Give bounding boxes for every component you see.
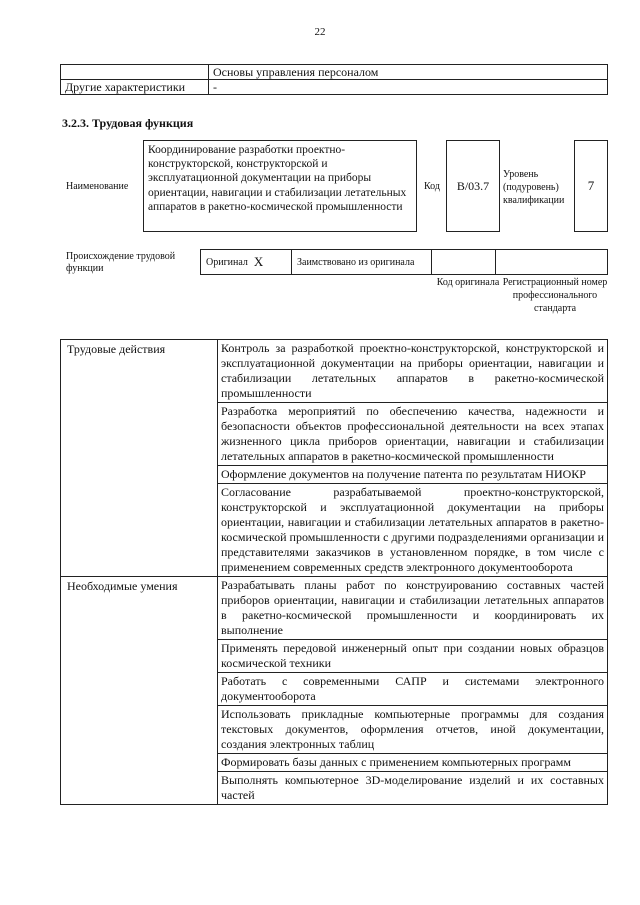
skill-item: Работать с современными САПР и системами электронного документооборота xyxy=(218,673,608,706)
original-cell xyxy=(200,249,292,275)
code-original-cell xyxy=(432,249,496,275)
function-code: B/03.7 xyxy=(446,140,500,232)
skills-label: Необходимые умения xyxy=(61,577,218,805)
skill-item: Выполнять компьютерное 3D-моделирование изделий и их составных частей xyxy=(218,772,608,805)
original-label: Оригинал xyxy=(206,256,248,268)
row1-value: Основы управления персоналом xyxy=(209,65,608,80)
skill-item: Использовать прикладные компьютерные программы для создания текстовых документов, оформления отчетов, иной документации, создания электронных таблиц xyxy=(218,706,608,754)
skill-item: Разрабатывать планы работ по конструированию составных частей приборов ориентации, навигации и стабилизации летательных аппаратов в ракетно-космической промышленности и координировать их выполнение xyxy=(218,577,608,640)
row2-value: - xyxy=(209,80,608,95)
main-table xyxy=(60,339,608,805)
table-row xyxy=(61,577,608,640)
table-row xyxy=(61,340,608,403)
labor-action-item: Разработка мероприятий по обеспечению качества, надежности и безопасности объектов профессиональной деятельности на всех этапах жизненного цикла приборов ориентации, навигации и стабилизации летательных аппаратов в ракетно-космической промышленности xyxy=(218,403,608,466)
row2-label: Другие характеристики xyxy=(61,80,209,95)
origin-label: Происхождение трудовой функции xyxy=(66,251,176,274)
top-table xyxy=(60,64,608,95)
name-label: Наименование xyxy=(66,181,129,192)
table-row xyxy=(61,80,608,95)
reg-number-caption: Регистрационный номер профессионального стандарта xyxy=(502,277,608,314)
section-title: 3.2.3. Трудовая функция xyxy=(62,116,194,130)
code-original-caption: Код оригинала xyxy=(436,277,500,288)
labor-actions-label: Трудовые действия xyxy=(61,340,218,577)
level-label: Уровень (подуровень) квалификации xyxy=(503,169,565,206)
labor-action-item: Согласование разрабатываемой проектно-конструкторской, конструкторской и эксплуатационной документации на приборы ориентации, навигации и стабилизации летательных аппаратов в ракетно-космической промышленности с другими подразделениями организации и представителями заказчиков в установленном порядке, в том числе с применением современных средств электронного документооборота xyxy=(218,484,608,577)
code-label: Код xyxy=(424,181,440,192)
function-name: Координирование разработки проектно-конструкторской, конструкторской и эксплуатационной документации на приборы ориентации, навигации и стабилизации летательных аппаратов в ракетно-космической промышленности xyxy=(143,140,417,232)
original-mark: X xyxy=(253,254,264,269)
page-number: 22 xyxy=(314,26,326,38)
skill-item: Формировать базы данных с применением компьютерных программ xyxy=(218,754,608,772)
labor-action-item: Контроль за разработкой проектно-конструкторской, конструкторской и эксплуатационной документации на приборы ориентации, навигации и стабилизации летательных аппаратов в ракетно-космической промышленности xyxy=(218,340,608,403)
origin-row xyxy=(200,249,608,275)
reg-number-cell xyxy=(496,249,608,275)
borrowed-cell: Заимствовано из оригинала xyxy=(292,249,432,275)
table-row xyxy=(61,65,608,80)
skill-item: Применять передовой инженерный опыт при создании новых образцов космической техники xyxy=(218,640,608,673)
empty-cell xyxy=(61,65,209,80)
labor-action-item: Оформление документов на получение патента по результатам НИОКР xyxy=(218,466,608,484)
qualification-level: 7 xyxy=(574,140,608,232)
